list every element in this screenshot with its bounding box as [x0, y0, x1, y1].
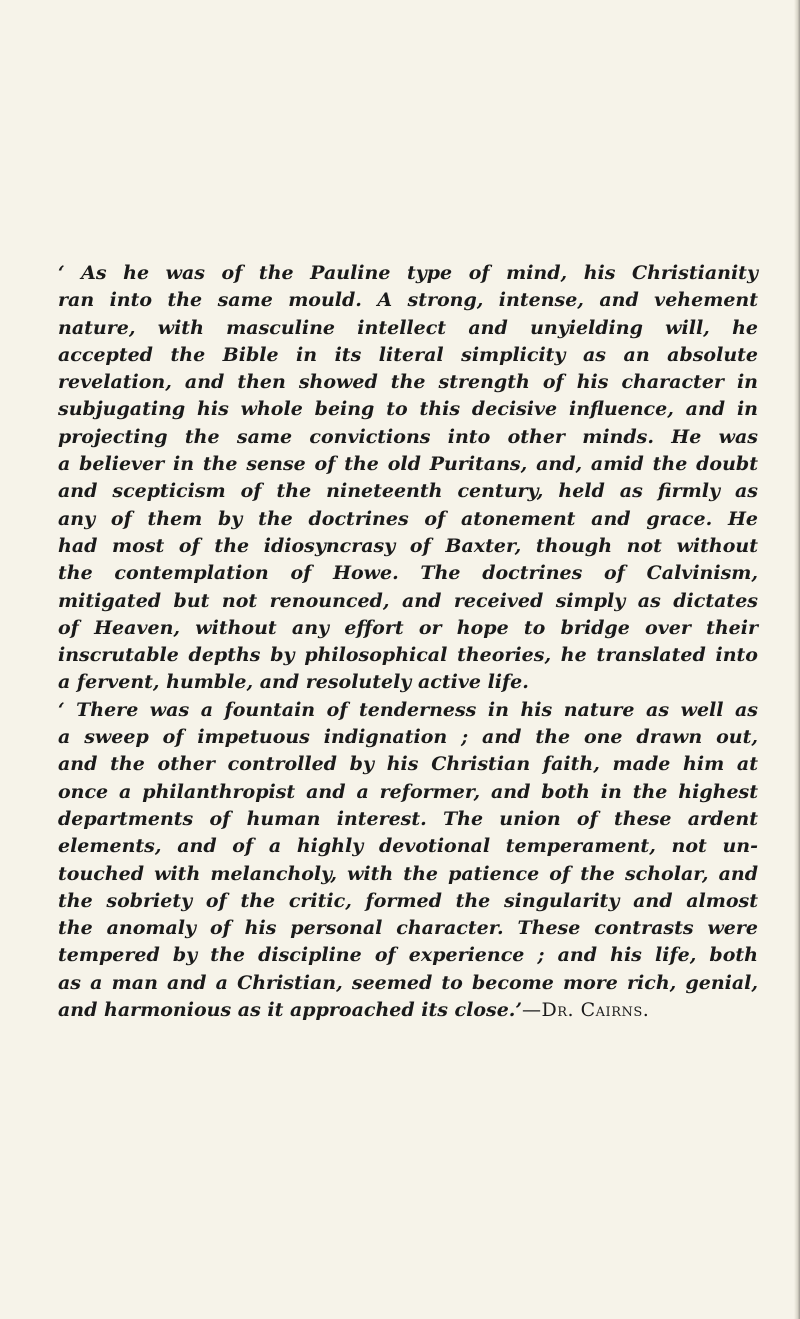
text-line: and the other controlled by his Christian faith, made him at: [58, 753, 758, 776]
text-line: ‘ As he was of the Pauline type of mind, his Christianity: [58, 262, 758, 284]
page-edge-shadow: [794, 0, 800, 1319]
text-line: the contemplation of Howe. The doctrines of Calvinism,: [58, 562, 758, 585]
text-line: once a philanthropist and a reformer, and both in the highest: [58, 780, 758, 803]
text-line: ‘ There was a fountain of tenderness in his nature as well as: [58, 698, 758, 721]
quotation-text: [58, 260, 758, 1024]
text-line: elements, and of a highly devotional temperament, not un-: [58, 835, 758, 858]
text-line: tempered by the discipline of experience ; and his life, both: [58, 944, 758, 967]
text-line: had most of the idiosyncrasy of Baxter, though not without: [58, 534, 758, 557]
text-line: and scepticism of the nineteenth century, held as firmly as: [58, 480, 758, 503]
text-line: revelation, and then showed the strength of his character in: [58, 371, 758, 394]
text-line: ran into the same mould. A strong, intense, and vehement: [58, 289, 758, 312]
text-line: accepted the Bible in its literal simplicity as an absolute: [58, 343, 758, 366]
text-line: any of them by the doctrines of atonement and grace. He: [58, 507, 758, 530]
text-line: projecting the same convictions into other minds. He was: [58, 425, 758, 448]
text-line: as a man and a Christian, seemed to become more rich, genial,: [58, 971, 758, 994]
text-line: touched with melancholy, with the patience of the scholar, and: [58, 862, 758, 885]
text-line: the anomaly of his personal character. These contrasts were: [58, 917, 758, 940]
text-line: subjugating his whole being to this decisive influence, and in: [58, 398, 758, 421]
text-line-end: and harmonious as it approached its close.’: [58, 999, 523, 1022]
text-line: the sobriety of the critic, formed the singularity and almost: [58, 889, 758, 912]
text-line: a sweep of impetuous indignation ; and the one drawn out,: [58, 726, 758, 749]
text-line: a believer in the sense of the old Puritans, and, amid the doubt: [58, 453, 758, 476]
text-line: mitigated but not renounced, and received simply as dictates: [58, 589, 758, 612]
text-line: inscrutable depths by philosophical theories, he translated into: [58, 644, 758, 667]
text-line: departments of human interest. The union of these ardent: [58, 807, 758, 830]
text-line: a fervent, humble, and resolutely active life.: [58, 671, 529, 694]
final-line: [58, 997, 758, 1024]
attribution: —Dr. Cairns.: [522, 999, 650, 1022]
text-line: nature, with masculine intellect and unyielding will, he: [58, 316, 758, 339]
text-line: of Heaven, without any effort or hope to bridge over their: [58, 616, 758, 639]
